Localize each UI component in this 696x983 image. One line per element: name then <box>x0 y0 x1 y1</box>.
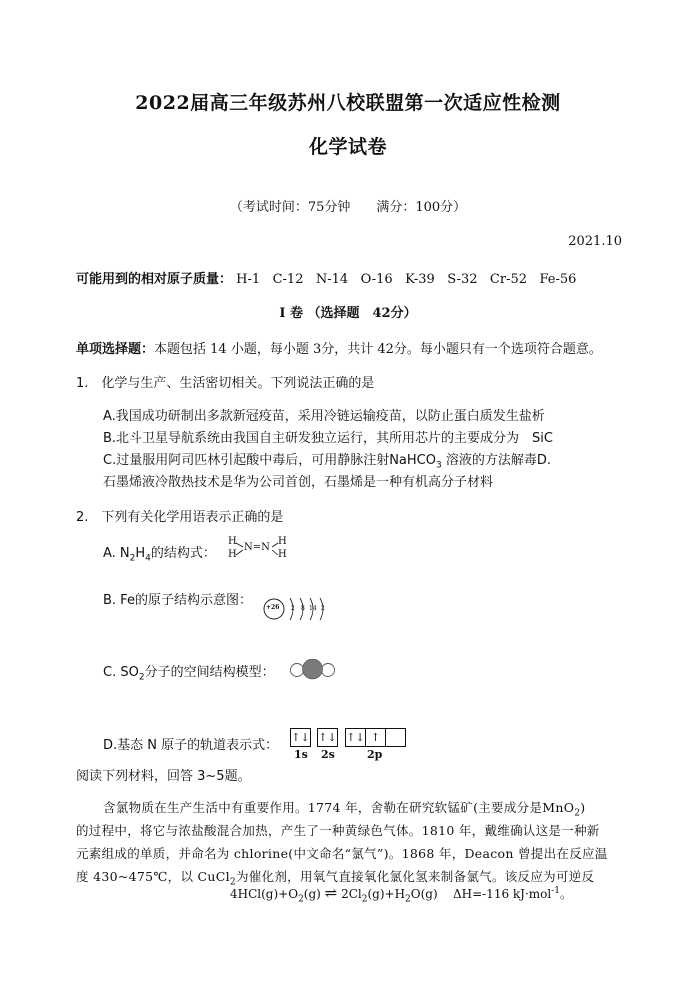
struct-bonds <box>228 536 290 564</box>
eq-sub: 2 <box>361 894 368 905</box>
reading-sub: 2 <box>229 877 236 888</box>
n2h4-structure <box>228 536 290 564</box>
struct-h: H <box>228 549 237 560</box>
so2-model <box>289 659 337 681</box>
q2-c-sub: 2 <box>138 672 145 683</box>
q2-option-a <box>103 542 216 564</box>
instructions-text: 本题包括 14 小题，每小题 3分，共计 42分。每小题只有一个选项符合题意。 <box>154 342 602 357</box>
q2-c-post: 分子的空间结构模型： <box>144 665 275 680</box>
atomic-masses-row <box>76 268 576 287</box>
orbital-box-1s: ↑↓ <box>290 728 311 747</box>
mass-item: H-1 <box>236 272 261 287</box>
q2-stem: 2. 下列有关化学用语表示正确的是 <box>76 510 284 525</box>
fe-nucleus: +26 <box>266 604 280 611</box>
eq-text: 。 <box>560 887 573 901</box>
q1-c-sub: 3 <box>436 460 442 471</box>
eq-text: (g) <box>303 887 321 901</box>
reading-text: 度 430~475℃，以 CuCl <box>76 869 230 884</box>
q1-option-c <box>103 449 551 471</box>
fe-shell-count: 14 <box>309 605 317 612</box>
eq-text: (g)+H <box>367 887 406 901</box>
mass-item: S-32 <box>447 272 478 287</box>
eq-text: 2Cl <box>341 887 362 901</box>
q1-option-a: A.我国成功研制出多款新冠疫苗，采用冷链运输疫苗，以防止蛋白质发生盐析 <box>103 409 545 424</box>
orbital-label: 2p <box>367 748 383 761</box>
eq-sub: 2 <box>405 894 411 905</box>
fe-shell-count: 8 <box>301 605 305 612</box>
subject-title: 化学试卷 <box>308 136 387 158</box>
section-heading: Ⅰ 卷 （选择题 42分） <box>279 306 417 321</box>
reading-line-1 <box>103 798 585 819</box>
mass-item: Cr-52 <box>489 272 528 287</box>
q1-stem: 1. 化学与生产、生活密切相关。下列说法正确的是 <box>76 376 375 391</box>
mass-item: N-14 <box>315 272 349 287</box>
reading-sub: 2 <box>574 808 581 819</box>
mass-item: Fe-56 <box>539 272 577 287</box>
q2-a-mid: H <box>135 546 146 561</box>
q2-option-c <box>103 661 275 683</box>
eq-text: 4HCl(g)+O <box>230 887 299 901</box>
q2-c-text: C. SO <box>103 665 139 680</box>
mass-item: O-16 <box>360 272 393 287</box>
reading-intro: 阅读下列材料，回答 3~5题。 <box>76 769 251 784</box>
eq-enthalpy: ΔH=-116 kJ·mol <box>452 887 552 901</box>
reading-text: 含氯物质在生产生活中有重要作用。1774 年，舍勒在研究软锰矿(主要成分是MnO <box>103 800 575 815</box>
q2-a-sub1: 2 <box>129 553 136 564</box>
section-instructions <box>76 338 602 357</box>
orbital-box-2p: ↑↓ <box>345 728 366 747</box>
orbital-box-2s: ↑↓ <box>317 728 338 747</box>
n-orbital-diagram <box>290 728 405 762</box>
fe-atom-diagram <box>263 595 335 625</box>
reading-text: 为催化剂，用氧气直接氧化氯化氢来制备氯气。该反应为可逆反 <box>235 869 595 884</box>
eq-sup: -1 <box>551 886 561 896</box>
struct-h: H <box>278 549 287 560</box>
reaction-equation <box>230 884 572 904</box>
exam-info: （考试时间：75分钟 满分：100分） <box>229 200 467 215</box>
reading-line-3: 元素组成的单质，并命名为 chlorine(中文命名“氯气”)。1868 年，Deacon 曾提出在反应温 <box>76 846 608 861</box>
q1-c-post: 溶液的方法解毒D. <box>445 453 552 468</box>
atomic-masses-label: 可能用到的相对原子质量： <box>76 272 233 287</box>
eq-sub: 2 <box>298 894 304 905</box>
reading-text: ) <box>580 800 586 815</box>
q2-option-b: B. Fe的原子结构示意图： <box>103 593 252 608</box>
q2-option-d: D.基态 N 原子的轨道表示式： <box>103 738 279 753</box>
exam-title: 2022届高三年级苏州八校联盟第一次适应性检测 <box>135 92 561 114</box>
instructions-label: 单项选择题： <box>76 342 155 357</box>
fe-shell-count: 2 <box>291 605 295 612</box>
struct-nn: N=N <box>244 542 270 553</box>
reading-line-2: 的过程中，将它与浓盐酸混合加热，产生了一种黄绿色气体。1810 年，戴维确认这是一种新 <box>76 823 600 838</box>
q2-a-sub2: 4 <box>145 553 151 564</box>
struct-h: H <box>278 536 287 547</box>
orbital-box-2p: ↑ <box>365 728 386 747</box>
q1-option-b: B.北斗卫星导航系统由我国自主研发独立运行，其所用芯片的主要成分为 SiC <box>103 431 553 446</box>
exam-date: 2021.10 <box>568 234 622 249</box>
orbital-label: 1s <box>294 748 308 761</box>
orbital-box-2p <box>385 728 406 747</box>
q2-a-text: A. N <box>103 546 130 561</box>
equilibrium-arrow-icon: ⇌ <box>324 884 338 902</box>
q1-option-d: 石墨烯液冷散热技术是华为公司首创，石墨烯是一种有机高分子材料 <box>103 475 494 490</box>
mass-item: C-12 <box>272 272 304 287</box>
q1-c-text: C.过量服用阿司匹林引起酸中毒后，可用静脉注射NaHCO <box>103 453 436 468</box>
eq-text: O(g) <box>410 887 438 901</box>
mass-item: K-39 <box>405 272 435 287</box>
fe-shell-count: 2 <box>321 605 325 612</box>
orbital-label: 2s <box>321 748 335 761</box>
struct-h: H <box>228 536 237 547</box>
q2-a-post: 的结构式： <box>150 546 216 561</box>
